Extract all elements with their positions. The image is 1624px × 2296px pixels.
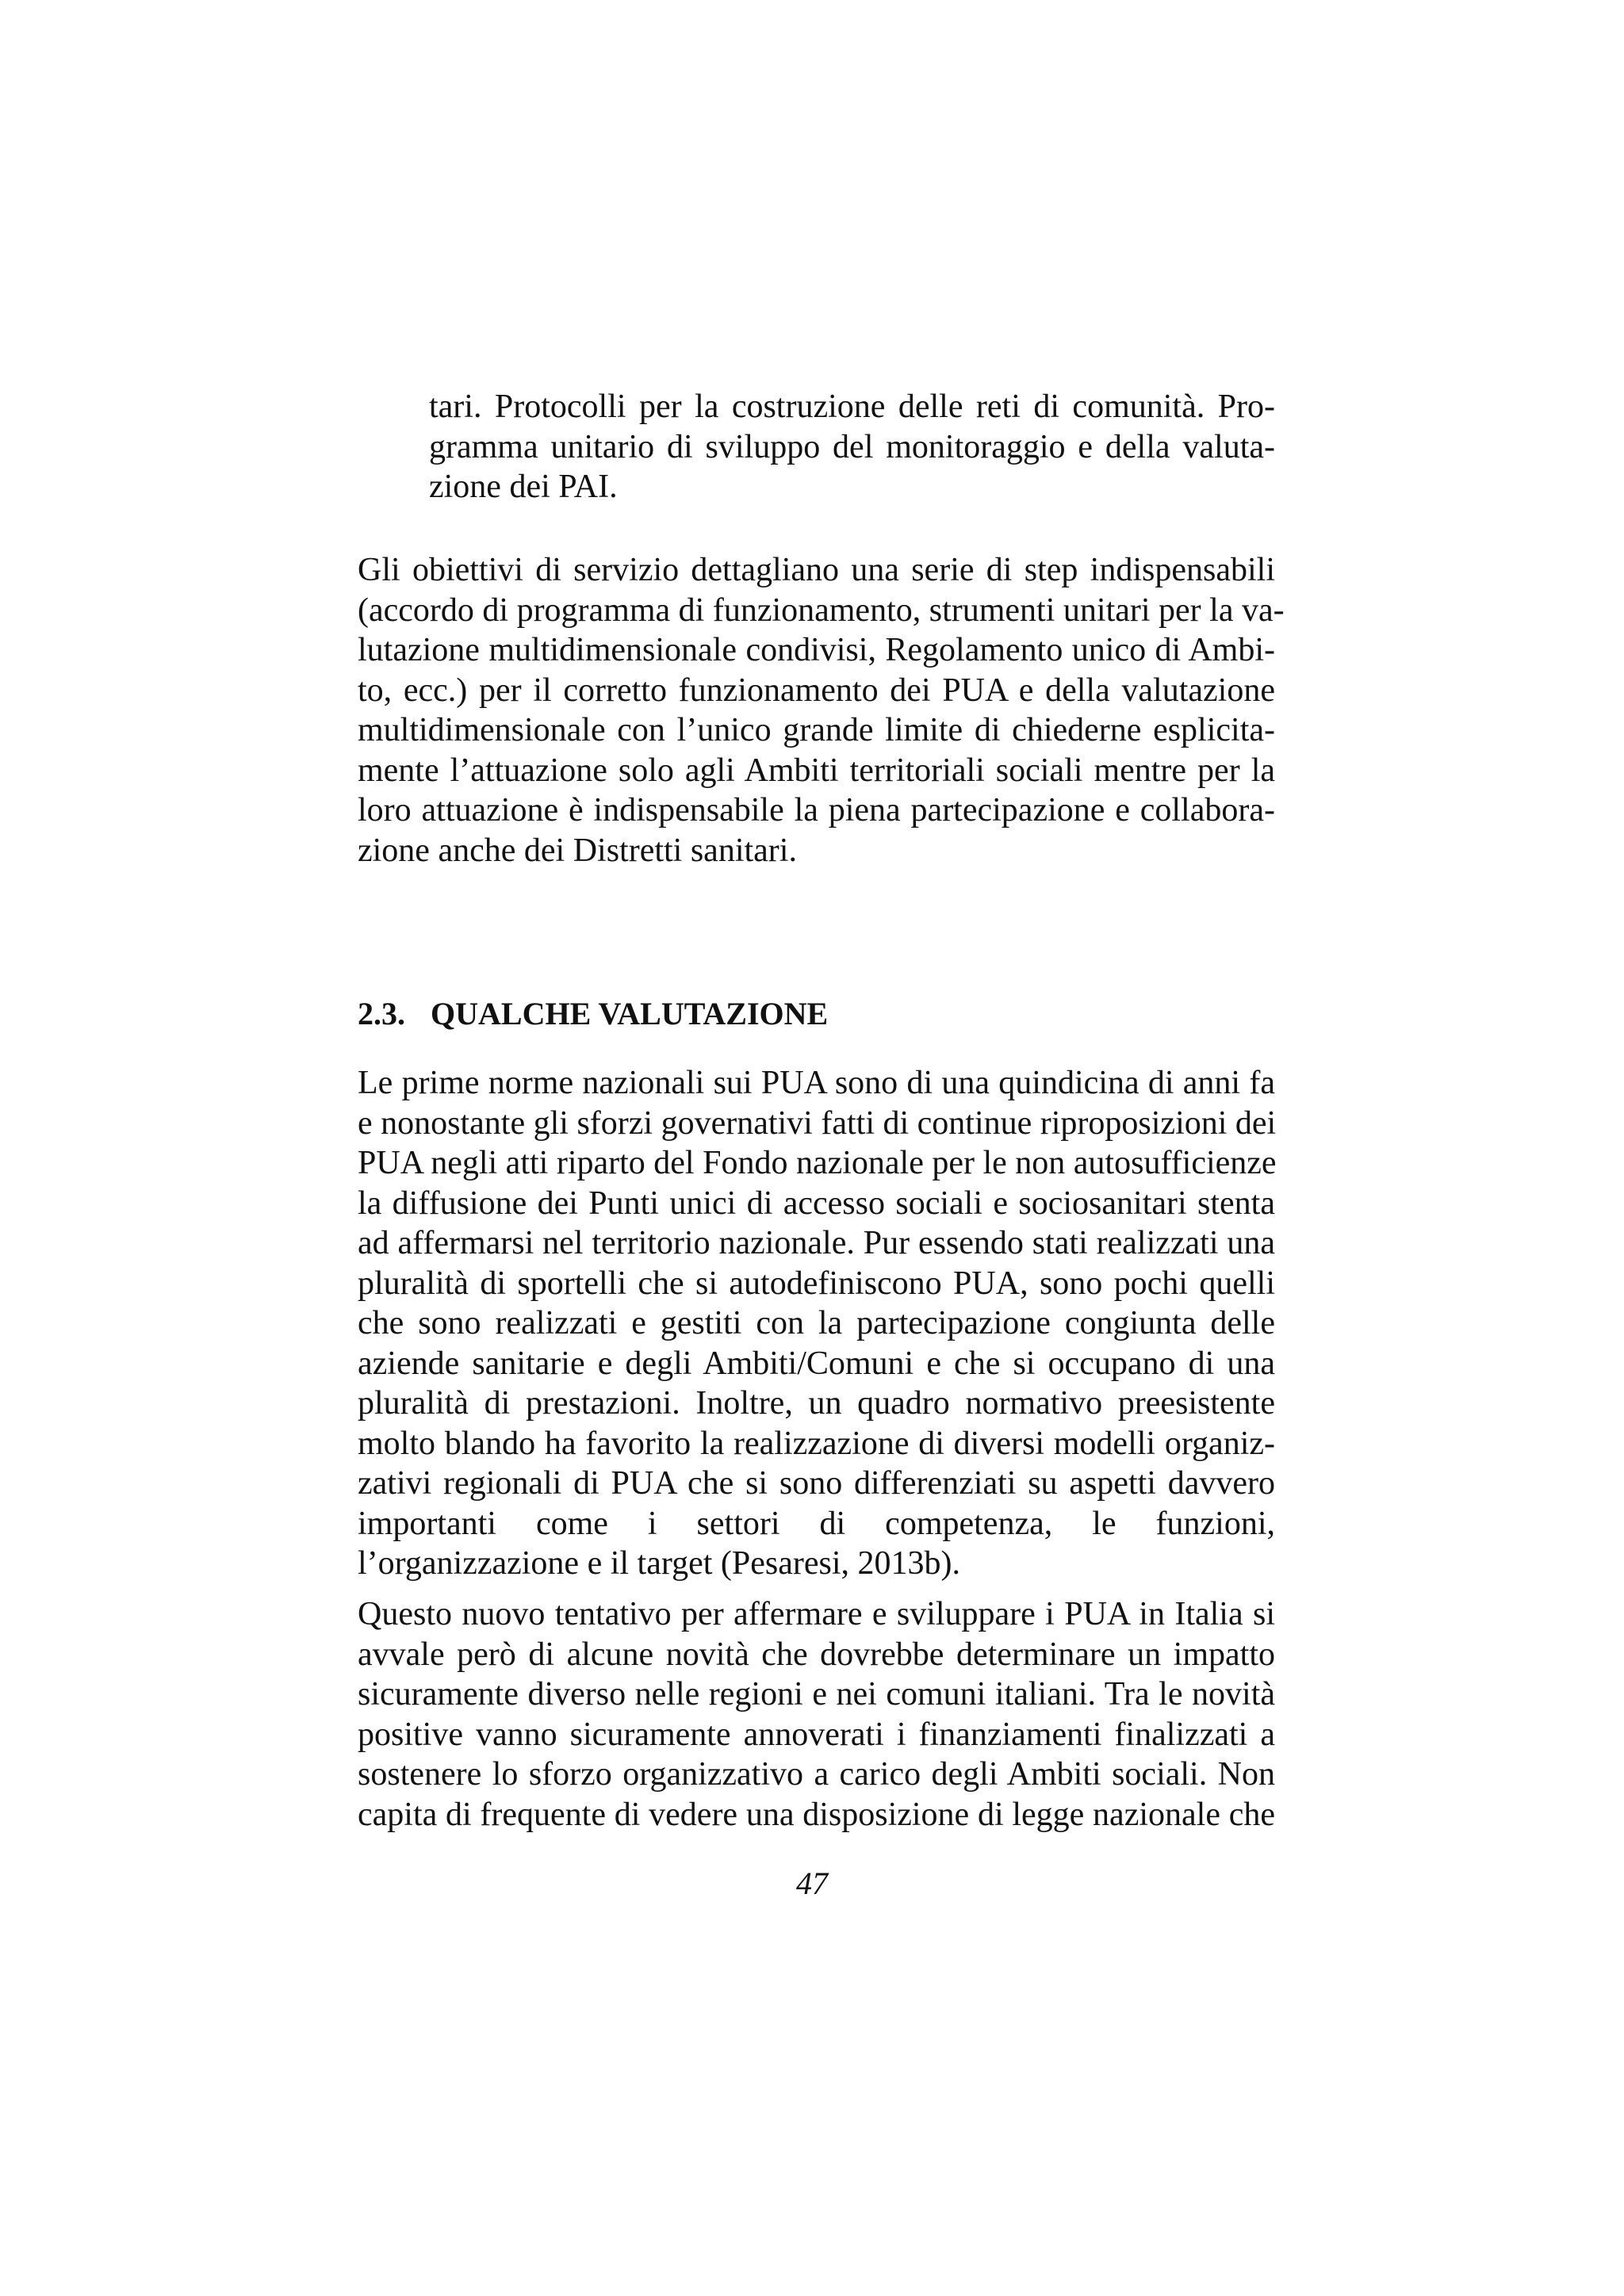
text-line: capita di frequente di vedere una disposizione di legge nazionale che <box>358 1796 1275 1833</box>
text-line: sicuramente diverso nelle regioni e nei comuni italiani. Tra le novità <box>358 1676 1275 1712</box>
text-line: zione anche dei Distretti sanitari. <box>358 832 797 869</box>
text-line: l’organizzazione e il target (Pesaresi, 2013b). <box>358 1545 960 1582</box>
text-line: importanti come i settori di competenza, le funzioni, <box>358 1505 1275 1542</box>
text-line: e nonostante gli sforzi governativi fatti di continue riproposizioni dei <box>358 1104 1277 1142</box>
list-continuation <box>429 387 1275 507</box>
text-line: Le prime norme nazionali sui PUA sono di una quindicina di anni fa <box>358 1065 1275 1101</box>
paragraph-new-attempt <box>358 1594 1275 1835</box>
section-number: 2.3. <box>358 996 405 1031</box>
text-line: zativi regionali di PUA che si sono differenziati su aspetti davvero <box>358 1465 1275 1502</box>
page-number: 47 <box>796 1866 828 1901</box>
text-line: PUA negli atti riparto del Fondo nazionale per le non autosufficienze <box>358 1145 1277 1181</box>
text-line: molto blando ha favorito la realizzazione di diversi modelli organiz- <box>358 1425 1275 1462</box>
text-line: la diffusione dei Punti unici di accesso sociali e sociosanitari stenta <box>358 1184 1275 1222</box>
text-line: (accordo di programma di funzionamento, strumenti unitari per la va- <box>358 591 1285 629</box>
section-title: QUALCHE VALUTAZIONE <box>431 996 829 1031</box>
text-line: pluralità di prestazioni. Inoltre, un quadro normativo preesistente <box>358 1385 1275 1422</box>
text-line: mente l’attuazione solo agli Ambiti territoriali sociali mentre per la <box>358 752 1275 789</box>
paragraph-service-objectives <box>358 550 1285 871</box>
text-line: loro attuazione è indispensabile la piena partecipazione e collabora- <box>358 792 1275 828</box>
text-line: Questo nuovo tentativo per affermare e sviluppare i PUA in Italia si <box>358 1596 1275 1632</box>
paragraph-evaluation <box>358 1063 1275 1584</box>
text-line: positive vanno sicuramente annoverati i finanziamenti finalizzati a <box>358 1716 1275 1753</box>
text-line: to, ecc.) per il corretto funzionamento dei PUA e della valutazione <box>358 672 1275 709</box>
section-heading <box>358 994 828 1034</box>
text-line: tari. Protocolli per la costruzione delle reti di comunità. Pro- <box>429 388 1275 425</box>
text-line: multidimensionale con l’unico grande limite di chiederne esplicita- <box>358 712 1275 748</box>
text-line: zione dei PAI. <box>429 469 618 505</box>
text-line: ad affermarsi nel territorio nazionale. Pur essendo stati realizzati una <box>358 1225 1275 1261</box>
text-line: sostenere lo sforzo organizzativo a carico degli Ambiti sociali. Non <box>358 1756 1275 1793</box>
text-line: gramma unitario di sviluppo del monitoraggio e della valuta- <box>429 428 1275 465</box>
text-line: aziende sanitarie e degli Ambiti/Comuni e che si occupano di una <box>358 1345 1275 1382</box>
text-line: che sono realizzati e gestiti con la partecipazione congiunta delle <box>358 1305 1275 1341</box>
text-line: Gli obiettivi di servizio dettagliano una serie di step indispensabili <box>358 552 1275 588</box>
text-line: avvale però di alcune novità che dovrebbe determinare un impatto <box>358 1636 1275 1673</box>
text-line: lutazione multidimensionale condivisi, Regolamento unico di Ambi- <box>358 632 1275 668</box>
text-line: pluralità di sportelli che si autodefiniscono PUA, sono pochi quelli <box>358 1265 1275 1302</box>
